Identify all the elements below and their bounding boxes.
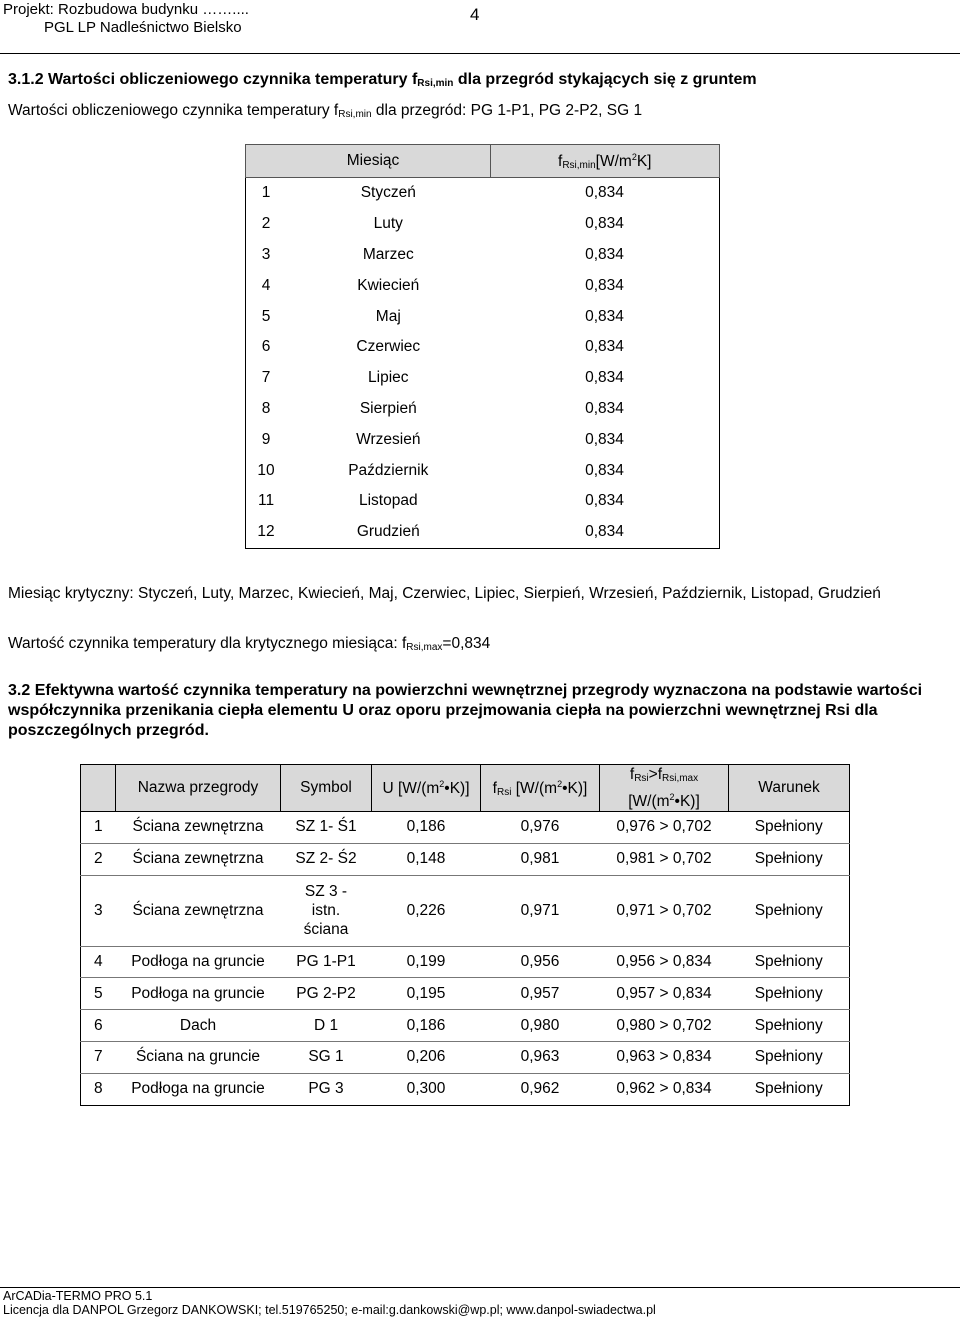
condition-cell: Spełniony bbox=[729, 843, 850, 875]
frsi-cell: 0,980 bbox=[481, 1010, 600, 1042]
table-row bbox=[81, 1010, 850, 1042]
row-index: 3 bbox=[261, 245, 271, 263]
row-index: 7 bbox=[261, 369, 271, 387]
condition-cell: Spełniony bbox=[729, 812, 850, 844]
symbol-cell bbox=[281, 875, 372, 946]
comparison-cell: 0,981 > 0,702 bbox=[600, 843, 729, 875]
symbol-line: SZ 3 - bbox=[304, 883, 348, 901]
row-index: 6 bbox=[261, 338, 271, 356]
month-cell: Listopad bbox=[358, 492, 418, 510]
condition-cell: Spełniony bbox=[729, 1073, 850, 1105]
month-cell: Październik bbox=[348, 461, 429, 479]
symbol-line: ściana bbox=[303, 921, 349, 939]
frsi-min-cell: 0,834 bbox=[585, 399, 624, 417]
partition-name-cell: Ściana zewnętrzna bbox=[116, 875, 281, 946]
frsi-min-cell: 0,834 bbox=[585, 184, 624, 202]
month-cell: Luty bbox=[373, 215, 403, 233]
monthly-factor-table bbox=[245, 144, 720, 549]
table-row bbox=[246, 455, 720, 486]
u-value-cell: 0,226 bbox=[372, 875, 481, 946]
frsi-min-cell: 0,834 bbox=[585, 492, 624, 510]
comparison-cell: 0,980 > 0,702 bbox=[600, 1010, 729, 1042]
frsi-cell: 0,962 bbox=[481, 1073, 600, 1105]
row-index: 4 bbox=[81, 946, 116, 978]
comparison-cell: 0,971 > 0,702 bbox=[600, 875, 729, 946]
row-index: 11 bbox=[257, 492, 275, 510]
column-header-name: Nazwa przegrody bbox=[116, 765, 281, 812]
symbol-cell: SG 1 bbox=[281, 1041, 372, 1073]
comparison-cell: 0,963 > 0,834 bbox=[600, 1041, 729, 1073]
column-header-frsi-min: $f_{Rsi,min}[W/m^2K]$ bbox=[491, 145, 720, 178]
table-row bbox=[246, 301, 720, 332]
symbol-cell: PG 1-P1 bbox=[281, 946, 372, 978]
partition-name-cell: Dach bbox=[116, 1010, 281, 1042]
row-index: 2 bbox=[81, 843, 116, 875]
condition-cell: Spełniony bbox=[729, 1041, 850, 1073]
column-header-month: Miesiąc bbox=[246, 145, 491, 178]
table-row bbox=[246, 270, 720, 301]
row-index: 1 bbox=[261, 184, 271, 202]
frsi-min-cell: 0,834 bbox=[585, 215, 624, 233]
frsi-cell: 0,957 bbox=[481, 978, 600, 1010]
month-cell: Czerwiec bbox=[356, 338, 421, 356]
row-index: 10 bbox=[257, 461, 275, 479]
frsi-min-cell: 0,834 bbox=[585, 245, 624, 263]
partition-name-cell: Podłoga na gruncie bbox=[116, 978, 281, 1010]
table-row bbox=[246, 394, 720, 425]
u-value-cell: 0,300 bbox=[372, 1073, 481, 1105]
symbol-cell: SZ 1- Ś1 bbox=[281, 812, 372, 844]
section-heading-3-1-2: 3.1.2 Wartości obliczeniowego czynnika temperatury $f_{Rsi,min}$ dla przegród stykających się z gruntem bbox=[8, 71, 757, 89]
row-index: 3 bbox=[81, 875, 116, 946]
table-row bbox=[81, 1041, 850, 1073]
condition-cell: Spełniony bbox=[729, 946, 850, 978]
u-value-cell: 0,206 bbox=[372, 1041, 481, 1073]
table-row bbox=[81, 1073, 850, 1105]
symbol-cell: PG 3 bbox=[281, 1073, 372, 1105]
section-subtitle: Wartości obliczeniowego czynnika temperatury $f_{Rsi,min}$ dla przegród: PG 1-P1, PG 2-P2, SG 1 bbox=[8, 102, 643, 120]
table-row bbox=[81, 875, 850, 946]
frsi-cell: 0,971 bbox=[481, 875, 600, 946]
column-header-condition: Warunek bbox=[729, 765, 850, 812]
partition-name-cell: Ściana zewnętrzna bbox=[116, 843, 281, 875]
table-row bbox=[81, 978, 850, 1010]
row-index: 7 bbox=[81, 1041, 116, 1073]
partition-name-cell: Ściana zewnętrzna bbox=[116, 812, 281, 844]
month-cell: Grudzień bbox=[356, 523, 420, 541]
symbol-cell: PG 2-P2 bbox=[281, 978, 372, 1010]
table-row bbox=[246, 332, 720, 363]
partition-name-cell: Ściana na gruncie bbox=[116, 1041, 281, 1073]
table-row bbox=[246, 363, 720, 394]
month-cell: Kwiecień bbox=[357, 276, 420, 294]
page-number: 4 bbox=[470, 5, 480, 24]
month-cell: Sierpień bbox=[359, 399, 417, 417]
footer-software: ArCADia-TERMO PRO 5.1 bbox=[3, 1289, 153, 1303]
row-index: 2 bbox=[261, 215, 271, 233]
row-index: 1 bbox=[81, 812, 116, 844]
comparison-cell: 0,957 > 0,834 bbox=[600, 978, 729, 1010]
row-index: 8 bbox=[81, 1073, 116, 1105]
frsi-min-cell: 0,834 bbox=[585, 430, 624, 448]
table-row bbox=[81, 812, 850, 844]
footer-divider bbox=[0, 1287, 960, 1288]
critical-months-text: Miesiąc krytyczny: Styczeń, Luty, Marzec, Kwiecień, Maj, Czerwiec, Lipiec, Sierpień, Wrzesień, Październik, Listopad, Grudzień bbox=[8, 585, 881, 602]
row-index: 5 bbox=[81, 978, 116, 1010]
symbol-cell: SZ 2- Ś2 bbox=[281, 843, 372, 875]
table-header-row bbox=[246, 145, 720, 178]
column-header-index bbox=[81, 765, 116, 812]
comparison-cell: 0,956 > 0,834 bbox=[600, 946, 729, 978]
symbol-cell: D 1 bbox=[281, 1010, 372, 1042]
frsi-cell: 0,963 bbox=[481, 1041, 600, 1073]
project-title: Projekt: Rozbudowa budynku …….... bbox=[3, 1, 249, 18]
comparison-cell: 0,962 > 0,834 bbox=[600, 1073, 729, 1105]
frsi-min-cell: 0,834 bbox=[585, 276, 624, 294]
header-divider bbox=[0, 53, 960, 54]
column-header-frsi: $f_{Rsi}$ $[W/(m^2•K)]$ bbox=[481, 765, 600, 812]
month-cell: Styczeń bbox=[360, 184, 416, 202]
u-value-cell: 0,195 bbox=[372, 978, 481, 1010]
table-row bbox=[246, 517, 720, 548]
frsi-min-cell: 0,834 bbox=[585, 461, 624, 479]
row-index: 5 bbox=[261, 307, 271, 325]
footer-license: Licencja dla DANPOL Grzegorz DANKOWSKI; tel.519765250; e-mail:g.dankowski@wp.pl; www.danpol-swiadectwa.pl bbox=[3, 1303, 656, 1317]
table-header-row bbox=[81, 765, 850, 812]
row-index: 8 bbox=[261, 399, 271, 417]
comparison-cell: 0,976 > 0,702 bbox=[600, 812, 729, 844]
project-owner: PGL LP Nadleśnictwo Bielsko bbox=[44, 19, 242, 36]
month-cell: Lipiec bbox=[368, 369, 409, 387]
table-row bbox=[246, 240, 720, 271]
frsi-cell: 0,981 bbox=[481, 843, 600, 875]
month-cell: Maj bbox=[375, 307, 401, 325]
frsi-cell: 0,956 bbox=[481, 946, 600, 978]
frsi-min-cell: 0,834 bbox=[585, 338, 624, 356]
column-header-comparison: $f_{Rsi}>f_{Rsi,max}$ $[W/(m^2•K)]$ bbox=[600, 765, 729, 812]
month-cell: Marzec bbox=[362, 245, 414, 263]
condition-cell: Spełniony bbox=[729, 978, 850, 1010]
table-row bbox=[81, 946, 850, 978]
row-index: 4 bbox=[261, 276, 271, 294]
row-index: 9 bbox=[261, 430, 271, 448]
critical-value-text: Wartość czynnika temperatury dla krytycznego miesiąca: $f_{Rsi,max}=0,834$ bbox=[8, 635, 491, 653]
table-row bbox=[246, 178, 720, 209]
table-row bbox=[81, 843, 850, 875]
u-value-cell: 0,186 bbox=[372, 1010, 481, 1042]
row-index: 6 bbox=[81, 1010, 116, 1042]
symbol-line: istn. bbox=[311, 902, 341, 920]
condition-cell: Spełniony bbox=[729, 875, 850, 946]
frsi-min-cell: 0,834 bbox=[585, 523, 624, 541]
column-header-symbol: Symbol bbox=[281, 765, 372, 812]
table-row bbox=[246, 486, 720, 517]
column-header-u: U $[W/(m^2•K)]$ bbox=[372, 765, 481, 812]
partition-name-cell: Podłoga na gruncie bbox=[116, 946, 281, 978]
row-index: 12 bbox=[257, 523, 275, 541]
partition-factor-table bbox=[80, 764, 850, 1106]
section-heading-3-2: 3.2 Efektywna wartość czynnika temperatury na powierzchni wewnętrznej przegrody wyznaczona na podstawie wartości współczynnika przenikania ciepła elementu U oraz oporu przejmowania ciepła na powierzchni wewnętrznej Rsi dla poszczególnych przegród. bbox=[8, 682, 923, 739]
frsi-min-cell: 0,834 bbox=[585, 369, 624, 387]
frsi-min-cell: 0,834 bbox=[585, 307, 624, 325]
u-value-cell: 0,199 bbox=[372, 946, 481, 978]
u-value-cell: 0,148 bbox=[372, 843, 481, 875]
table-row bbox=[246, 209, 720, 240]
u-value-cell: 0,186 bbox=[372, 812, 481, 844]
condition-cell: Spełniony bbox=[729, 1010, 850, 1042]
month-cell: Wrzesień bbox=[356, 430, 421, 448]
frsi-cell: 0,976 bbox=[481, 812, 600, 844]
partition-name-cell: Podłoga na gruncie bbox=[116, 1073, 281, 1105]
table-row bbox=[246, 424, 720, 455]
